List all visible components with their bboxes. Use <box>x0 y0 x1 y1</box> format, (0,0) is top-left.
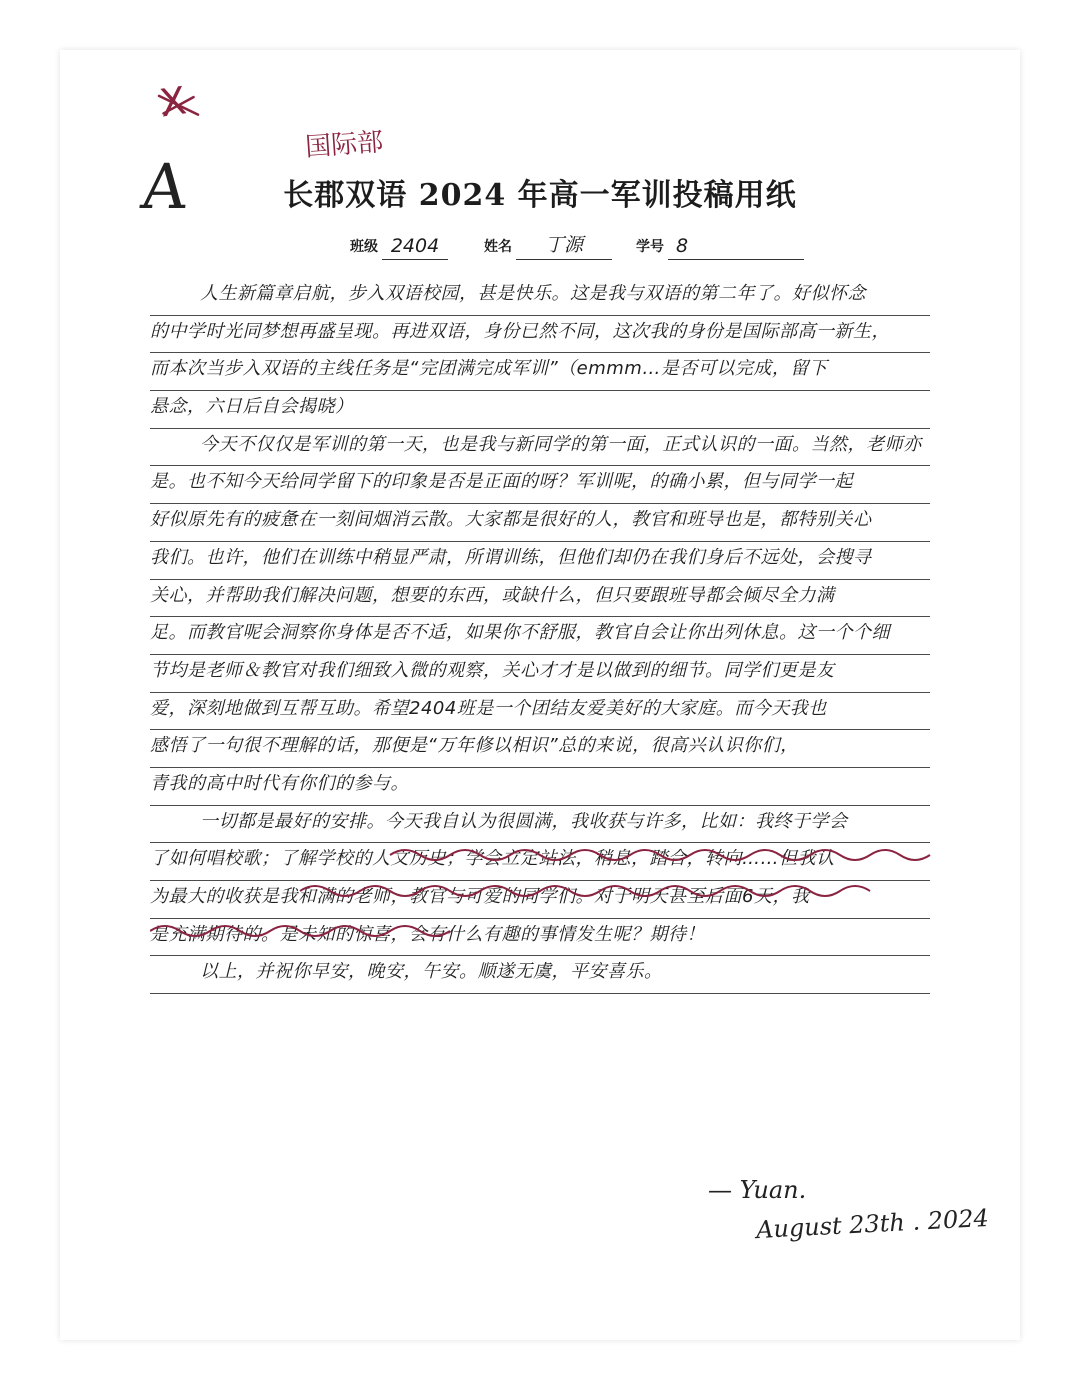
essay-line: 今天不仅仅是军训的第一天，也是我与新同学的第一面，正式认识的一面。当然，老师亦 <box>150 429 930 467</box>
class-value: 2404 <box>382 235 448 260</box>
student-info-row <box>350 230 804 260</box>
essay-line: 爱，深刻地做到互帮互助。希望2404班是一个团结友爱美好的大家庭。而今天我也 <box>150 693 930 731</box>
crossed-mark-letter: X <box>157 78 189 126</box>
essay-line: 人生新篇章启航，步入双语校园，甚是快乐。这是我与双语的第二年了。好似怀念 <box>150 278 930 316</box>
name-label: 姓名 <box>484 239 512 255</box>
essay-line: 青我的高中时代有你们的参与。 <box>150 768 930 806</box>
essay-line: 是充满期待的。是未知的惊喜，会有什么有趣的事情发生呢？期待！ <box>150 919 930 957</box>
grade-mark: A <box>138 150 191 223</box>
essay-line: 了如何唱校歌；了解学校的人文历史；学会立定站法，稍息，踏合，转向……但我认 <box>150 843 930 881</box>
number-label: 学号 <box>636 239 664 255</box>
essay-line: 节均是老师＆教官对我们细致入微的观察，关心才才是以做到的细节。同学们更是友 <box>150 655 930 693</box>
page-title: 长郡双语 2024 年高一军训投稿用纸 <box>283 178 797 213</box>
teacher-wavy-underline <box>150 835 940 945</box>
crossed-mark <box>157 78 189 125</box>
essay-line: 一切都是最好的安排。今天我自认为很圆满，我收获与许多，比如：我终于学会 <box>150 806 930 844</box>
number-value: 8 <box>668 235 804 260</box>
class-label: 班级 <box>350 239 378 255</box>
signature-date: August 23th . 2024 <box>755 1203 990 1245</box>
essay-line: 是。也不知今天给同学留下的印象是否是正面的呀？军训呢，的确小累，但与同学一起 <box>150 466 930 504</box>
essay-line: 的中学时光同梦想再盛呈现。再进双语，身份已然不同，这次我的身份是国际部高一新生， <box>150 316 930 354</box>
essay-line: 感悟了一句很不理解的话，那便是“万年修以相识”总的来说，很高兴认识你们， <box>150 730 930 768</box>
strike-icon <box>153 78 203 128</box>
essay-line: 好似原先有的疲惫在一刻间烟消云散。大家都是很好的人，教官和班导也是，都特别关心 <box>150 504 930 542</box>
essay-line: 而本次当步入双语的主线任务是“完团满完成军训”（emmm…是否可以完成，留下 <box>150 353 930 391</box>
essay-line: 以上，并祝你早安，晚安，午安。顺遂无虞，平安喜乐。 <box>150 956 930 994</box>
essay-line: 为最大的收获是我和满的老师，教官与可爱的同学们。对于明天甚至后面6天，我 <box>150 881 930 919</box>
essay-line: 悬念，六日后自会揭晓） <box>150 391 930 429</box>
name-value: 丁源 <box>516 230 612 260</box>
essay-line: 足。而教官呢会洞察你身体是否不适，如果你不舒服，教官自会让你出列休息。这一个个细 <box>150 617 930 655</box>
essay-line: 我们。也许，他们在训练中稍显严肃，所谓训练，但他们却仍在我们身后不远处，会搜寻 <box>150 542 930 580</box>
essay-line: 关心，并帮助我们解决问题，想要的东西，或缺什么，但只要跟班导都会倾尽全力满 <box>150 580 930 618</box>
department-note: 国际部 <box>304 127 385 163</box>
signature-name: — Yuan. <box>708 1176 807 1204</box>
